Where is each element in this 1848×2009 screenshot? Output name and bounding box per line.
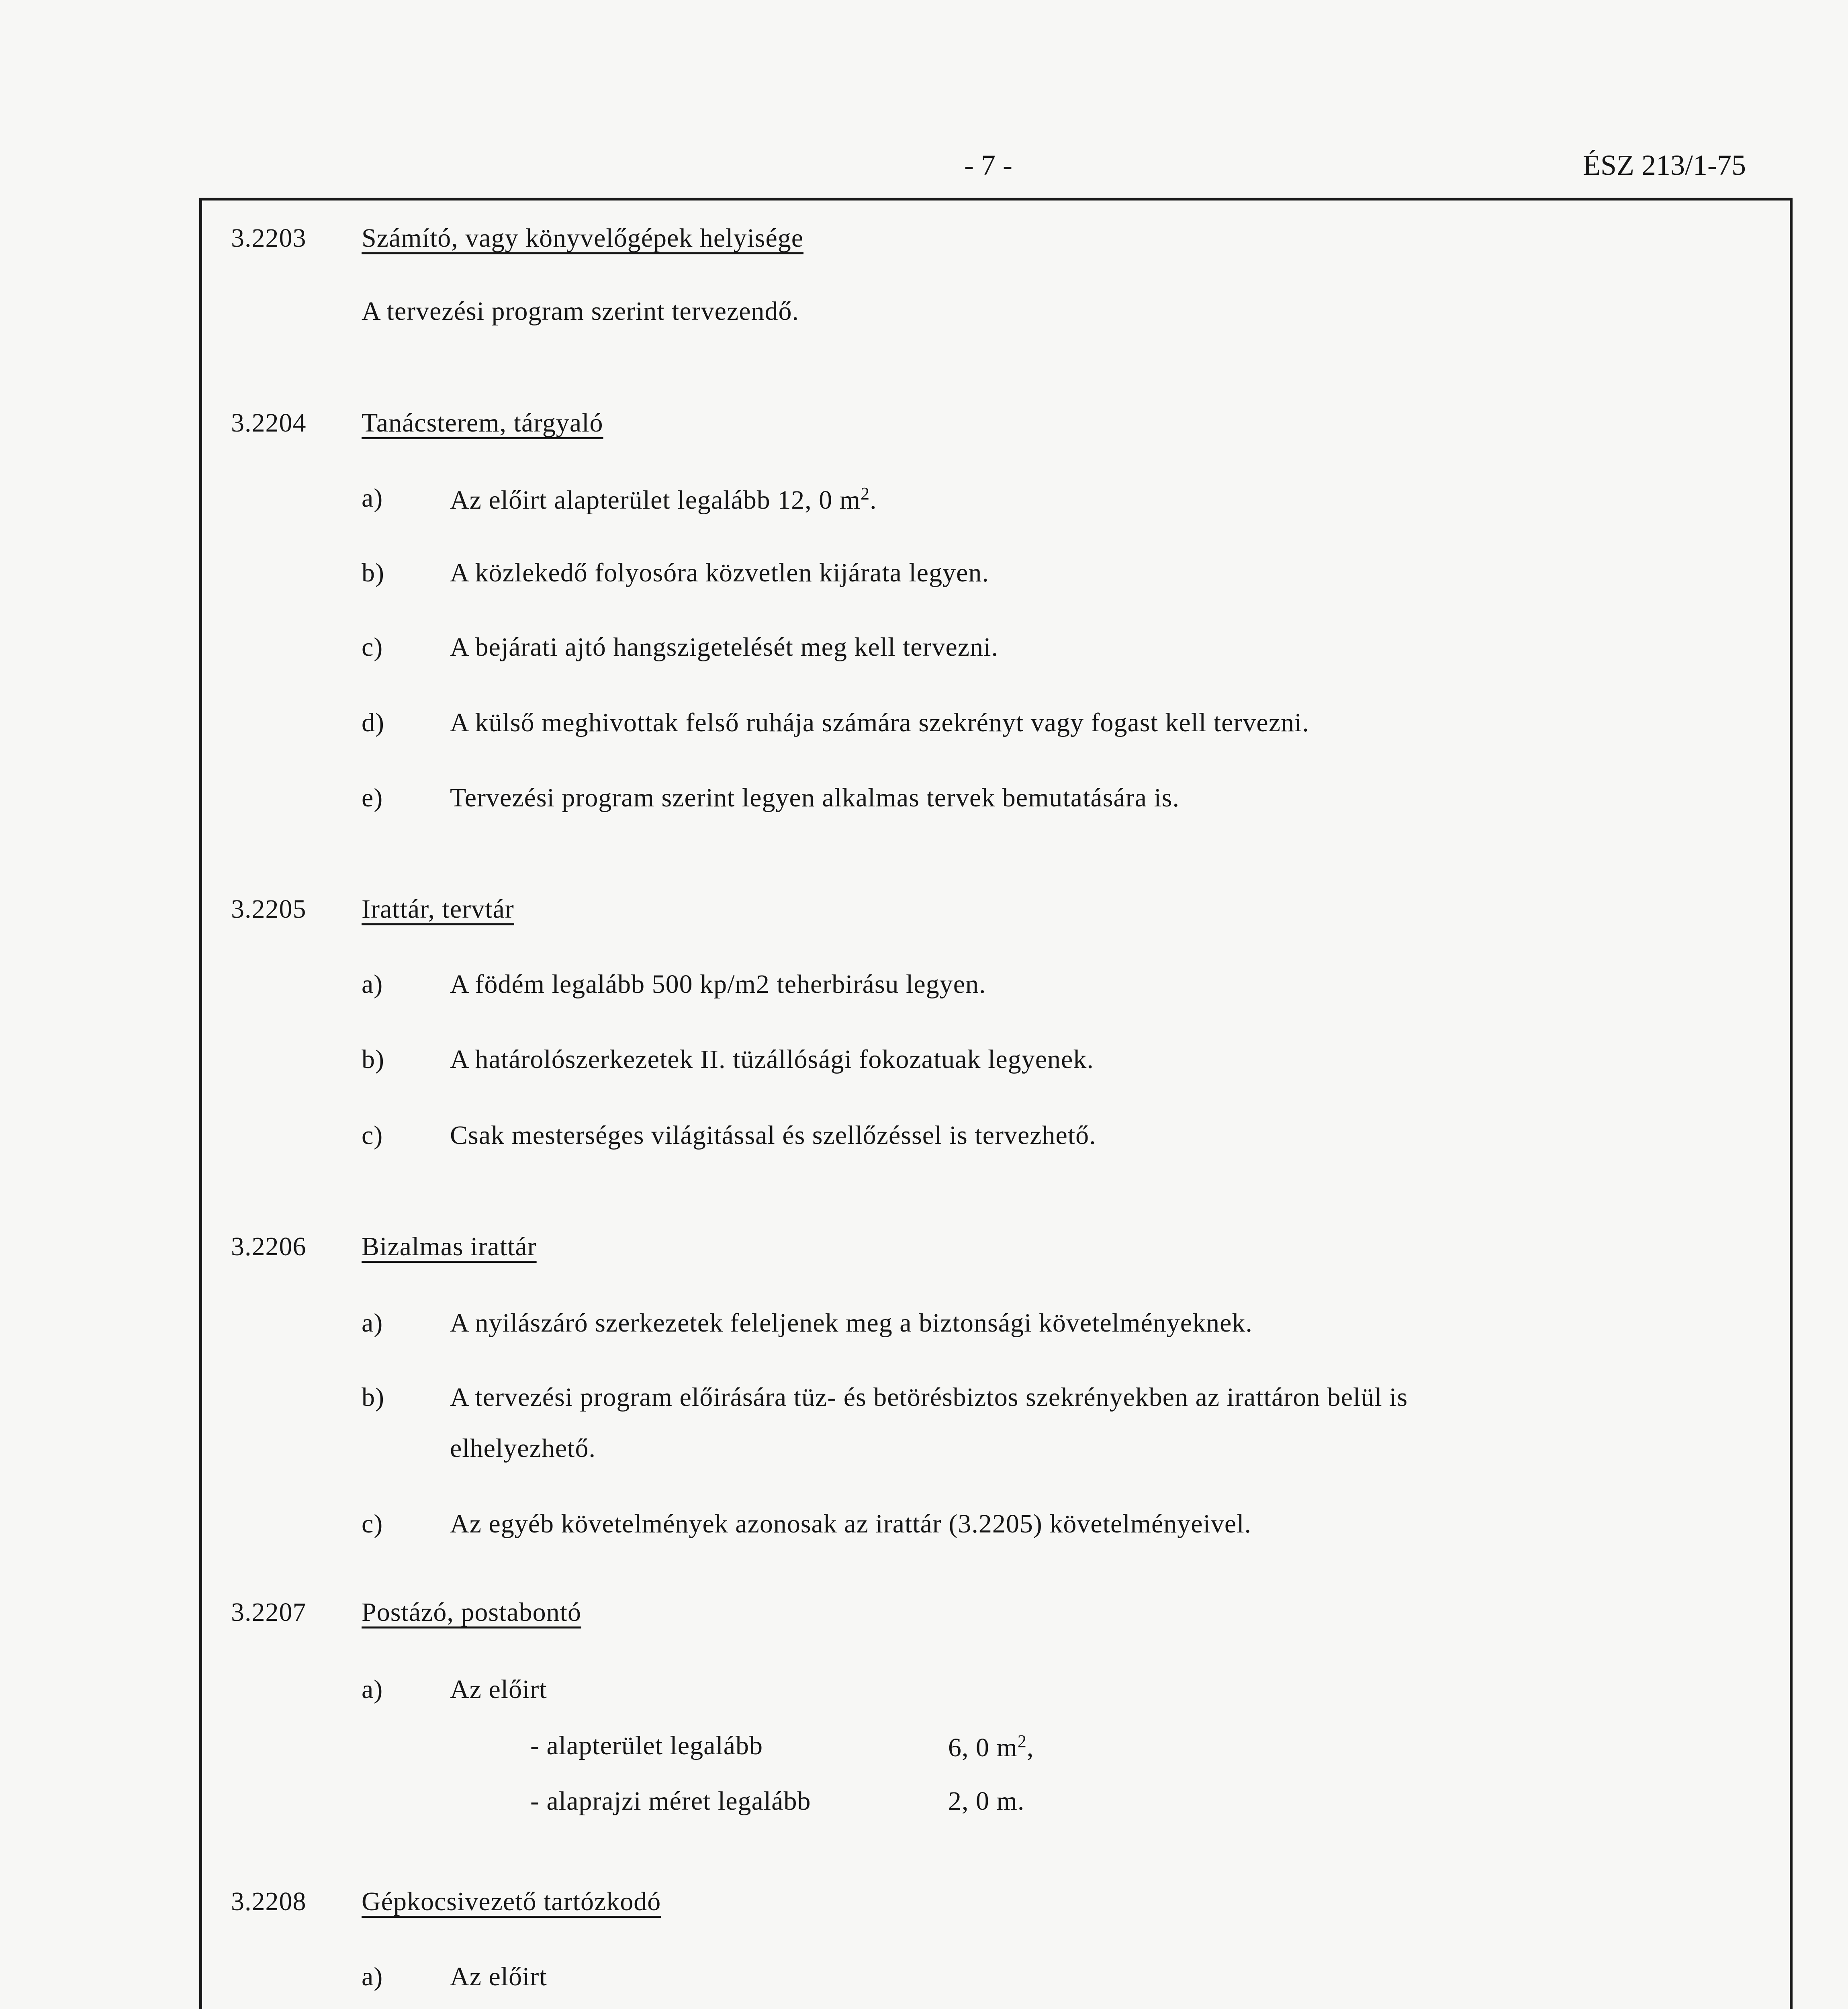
section-number: 3.2208 xyxy=(231,1887,307,1916)
spec-name: - alaprajzi méret legalább xyxy=(530,1786,811,1816)
item-label: a) xyxy=(362,1308,383,1338)
item-label: a) xyxy=(362,483,383,513)
section-title: Bizalmas irattár xyxy=(362,1232,537,1261)
frame-top-rule xyxy=(201,198,1793,200)
spec-value: 6, 0 $m^2$, xyxy=(948,1731,1034,1762)
item-text-continued: elhelyezhető. xyxy=(450,1434,596,1463)
section-title: Tanácsterem, tárgyaló xyxy=(362,408,603,438)
item-text: A nyilászáró szerkezetek feleljenek meg a biztonsági követelményeknek. xyxy=(450,1308,1253,1338)
frame-left-rule xyxy=(199,198,202,2009)
section-title: Irattár, tervtár xyxy=(362,894,514,924)
page-number: - 7 - xyxy=(964,149,1012,181)
item-label: e) xyxy=(362,783,383,812)
section-title: Számító, vagy könyvelőgépek helyisége xyxy=(362,223,804,253)
section-number: 3.2205 xyxy=(231,894,307,924)
item-text: A bejárati ajtó hangszigetelését meg kell tervezni. xyxy=(450,632,998,662)
section-title: Postázó, postabontó xyxy=(362,1598,581,1627)
section-number: 3.2206 xyxy=(231,1232,307,1261)
item-label: b) xyxy=(362,558,384,587)
item-label: a) xyxy=(362,1675,383,1704)
section-body: A tervezési program szerint tervezendő. xyxy=(362,297,799,326)
item-label: b) xyxy=(362,1045,384,1074)
item-label: a) xyxy=(362,970,383,999)
item-text: Az előirt xyxy=(450,1962,547,1991)
item-text: Csak mesterséges világitással és szellőzéssel is tervezhető. xyxy=(450,1121,1096,1150)
item-text: A tervezési program előirására tüz- és betörésbiztos szekrényekben az irattáron belül is xyxy=(450,1383,1408,1412)
item-text: A határolószerkezetek II. tüzállósági fokozatuak legyenek. xyxy=(450,1045,1094,1074)
spec-name: - alapterület legalább xyxy=(530,1731,763,1760)
item-text: Tervezési program szerint legyen alkalmas tervek bemutatására is. xyxy=(450,783,1180,812)
frame-right-rule xyxy=(1790,198,1793,2009)
item-text: A födém legalább 500 kp/m2 teherbirásu legyen. xyxy=(450,970,986,999)
item-text: Az előirt xyxy=(450,1675,547,1704)
item-text: Az előirt alapterület legalább 12, 0 $m^2$. xyxy=(450,484,877,515)
item-label: c) xyxy=(362,632,383,662)
item-text: A külső meghivottak felső ruhája számára szekrényt vagy fogast kell tervezni. xyxy=(450,708,1309,737)
item-label: a) xyxy=(362,1962,383,1991)
item-label: c) xyxy=(362,1121,383,1150)
item-label: b) xyxy=(362,1383,384,1412)
item-text: Az egyéb követelmények azonosak az irattár (3.2205) követelményeivel. xyxy=(450,1509,1252,1538)
section-number: 3.2203 xyxy=(231,223,307,253)
item-label: d) xyxy=(362,708,384,737)
section-title: Gépkocsivezető tartózkodó xyxy=(362,1887,661,1916)
section-number: 3.2207 xyxy=(231,1598,307,1627)
item-text: A közlekedő folyosóra közvetlen kijárata legyen. xyxy=(450,558,989,587)
spec-value: 2, 0 m. xyxy=(948,1786,1025,1816)
item-label: c) xyxy=(362,1509,383,1538)
document-code: ÉSZ 213/1-75 xyxy=(1583,149,1746,181)
section-number: 3.2204 xyxy=(231,408,307,438)
